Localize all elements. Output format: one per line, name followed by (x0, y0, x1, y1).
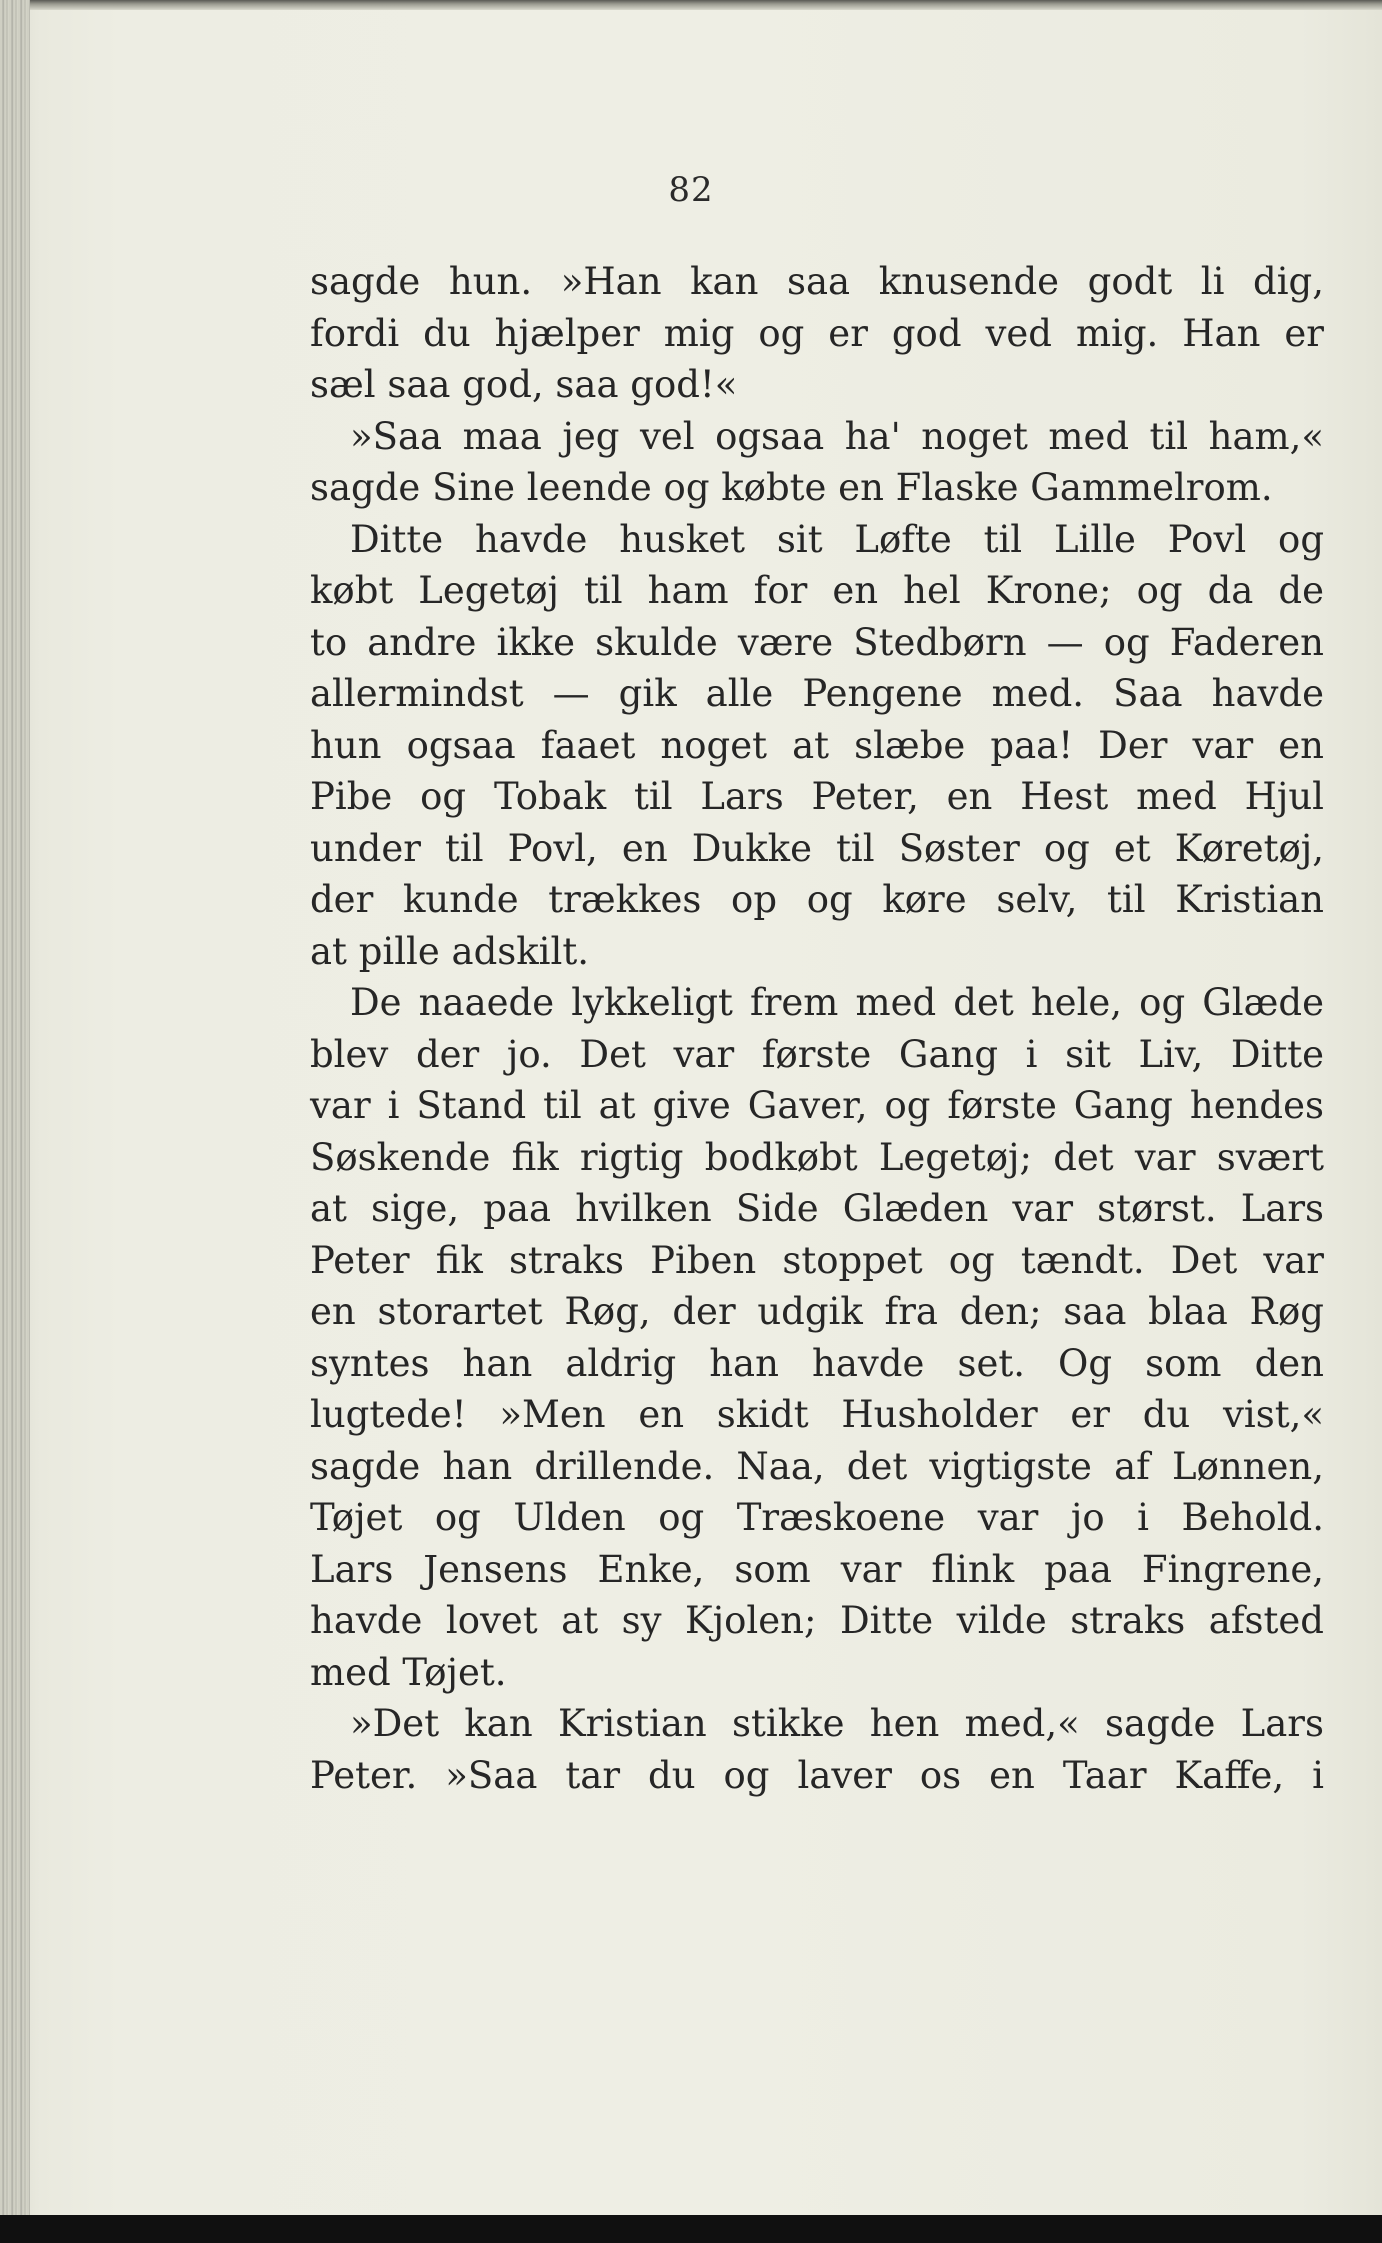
text-line: to andre ikke skulde være Stedbørn — og Faderen (310, 620, 1324, 664)
text-line: Tøjet og Ulden og Træskoene var jo i Behold. (310, 1496, 1324, 1539)
text-line: havde lovet at sy Kjolen; Ditte vilde straks afsted (310, 1599, 1324, 1642)
text-line: syntes han aldrig han havde set. Og som den (310, 1341, 1324, 1385)
text-line: købt Legetøj til ham for en hel Krone; og da de (310, 569, 1324, 612)
text-line: allermindst — gik alle Pengene med. Saa havde (310, 672, 1324, 715)
text-line: sagde hun. »Han kan saa knusende godt li dig, (310, 260, 1324, 303)
text-line: blev der jo. Det var første Gang i sit Liv, Ditte (310, 1032, 1324, 1076)
text-line: under til Povl, en Dukke til Søster og et Køretøj, (310, 826, 1324, 870)
page-top-edge (0, 0, 1382, 10)
text-line: at sige, paa hvilken Side Glæden var størst. Lars (310, 1187, 1324, 1230)
text-line: med Tøjet. (310, 1650, 507, 1694)
text-line: Lars Jensens Enke, som var flink paa Fingrene, (310, 1547, 1324, 1591)
text-line: at pille adskilt. (310, 929, 589, 973)
page-number: 82 (668, 170, 714, 210)
body-text (310, 256, 1324, 1801)
text-line: der kunde trækkes op og køre selv, til Kristian (310, 878, 1324, 921)
scan-bottom-border (0, 2215, 1382, 2243)
text-line: Ditte havde husket sit Løfte til Lille Povl og (350, 517, 1324, 561)
page-binding-edge (0, 0, 30, 2215)
text-line: sæl saa god, saa god!« (310, 363, 738, 406)
text-line: De naaede lykkeligt frem med det hele, og Glæde (350, 981, 1324, 1024)
text-line: Søskende fik rigtig bodkøbt Legetøj; det var svært (310, 1135, 1324, 1179)
text-line: »Saa maa jeg vel ogsaa ha' noget med til ham,« (350, 414, 1324, 458)
text-line: sagde han drillende. Naa, det vigtigste af Lønnen, (310, 1444, 1324, 1488)
text-line: hun ogsaa faaet noget at slæbe paa! Der var en (310, 723, 1324, 767)
text-line: »Det kan Kristian stikke hen med,« sagde Lars (350, 1702, 1324, 1745)
text-line: Pibe og Tobak til Lars Peter, en Hest med Hjul (310, 775, 1324, 818)
text-line: Peter. »Saa tar du og laver os en Taar Kaffe, i (310, 1753, 1324, 1797)
text-line: var i Stand til at give Gaver, og første Gang hendes (310, 1084, 1324, 1127)
text-line: sagde Sine leende og købte en Flaske Gammelrom. (310, 466, 1273, 509)
text-line: en storartet Røg, der udgik fra den; saa blaa Røg (310, 1290, 1324, 1333)
text-line: fordi du hjælper mig og er god ved mig. Han er (310, 311, 1324, 355)
text-line: Peter fik straks Piben stoppet og tændt. Det var (310, 1238, 1324, 1282)
text-line: lugtede! »Men en skidt Husholder er du vist,« (310, 1393, 1324, 1436)
